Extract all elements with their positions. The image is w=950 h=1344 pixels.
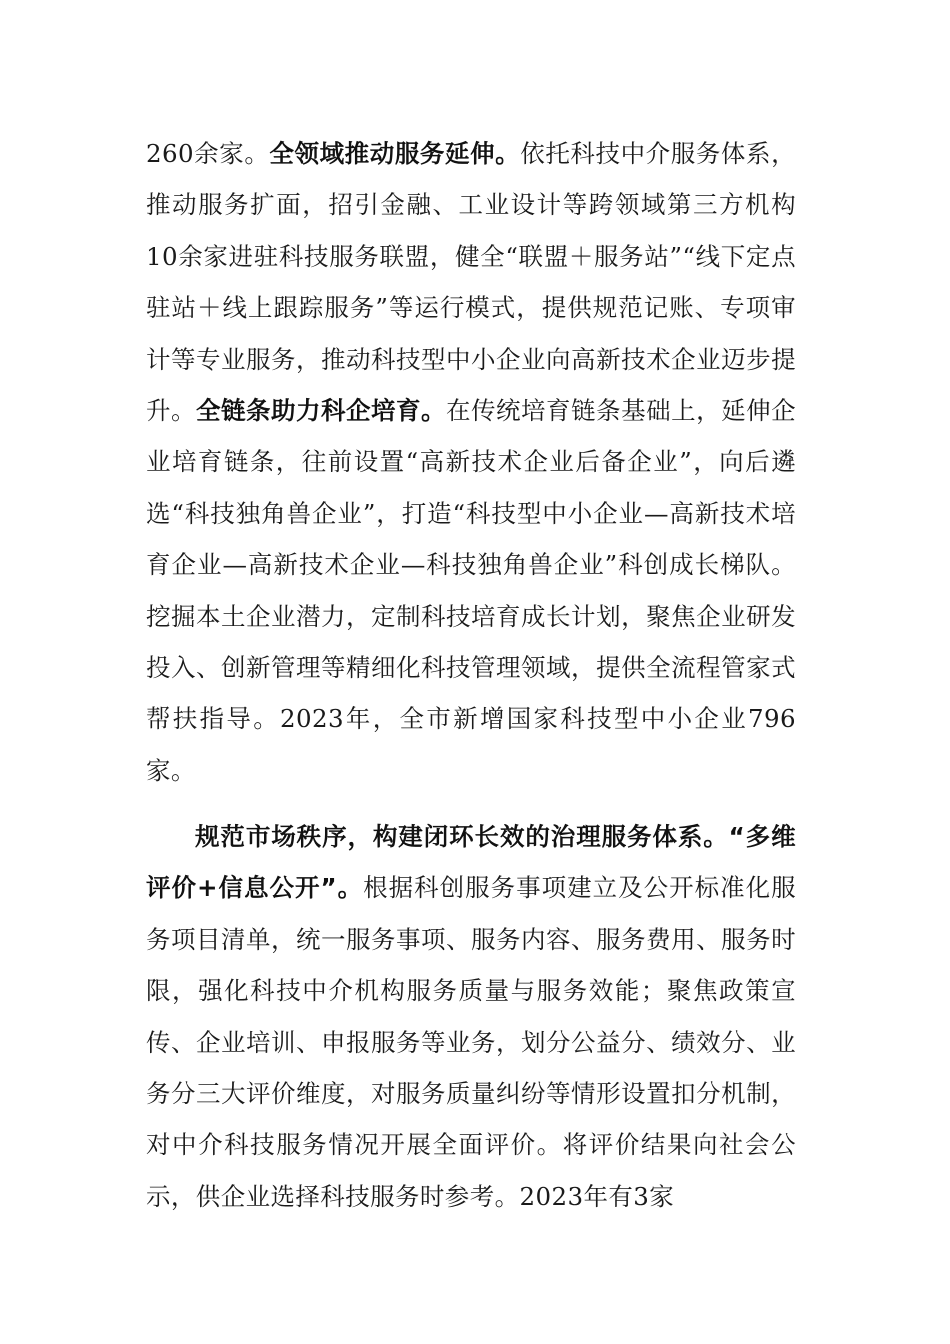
paragraph-text: 根据科创服务事项建立及公开标准化服务项目清单，统一服务事项、服务内容、服务费用、服务时限，强化科技中介机构服务质量与服务效能；聚焦政策宣传、企业培训、申报服务等业务，划分公益分、绩效分、业务分三大评价维度，对服务质量纠纷等情形设置扣分机制，对中介科技服务情况开展全面评价。将评价结果向社会公示，供企业选择科技服务时参考。2023年有3家 <box>146 873 796 1211</box>
paragraph-text: 在传统培育链条基础上，延伸企业培育链条，往前设置“高新技术企业后备企业”，向后遴选“科技独角兽企业”，打造“科技型中小企业—高新技术培育企业—高新技术企业—科技独角兽企业”科创成长梯队。挖掘本土企业潜力，定制科技培育成长计划，聚焦企业研发投入、创新管理等精细化科技管理领域，提供全流程管家式帮扶指导。2023年，全市新增国家科技型中小企业796家。 <box>146 396 796 785</box>
paragraph-text: 260余家。 <box>146 139 270 168</box>
bold-heading-full-domain: 全领域推动服务延伸。 <box>269 139 521 168</box>
bold-heading-market-order: 规范市场秩序，构建闭环长效的治理服务体系。“多维评价+信息公开”。 <box>146 822 796 903</box>
paragraph-text: 依托科技中介服务体系，推动服务扩面，招引金融、工业设计等跨领域第三方机构10余家进驻科技服务联盟，健全“联盟＋服务站”“线下定点驻站＋线上跟踪服务”等运行模式，提供规范记账、专项审计等专业服务，推动科技型中小企业向高新技术企业迈步提升。 <box>146 139 796 426</box>
bold-heading-full-chain: 全链条助力科企培育。 <box>196 396 447 426</box>
paragraph-market-order <box>146 811 796 1222</box>
paragraph-service-extension <box>146 128 796 796</box>
